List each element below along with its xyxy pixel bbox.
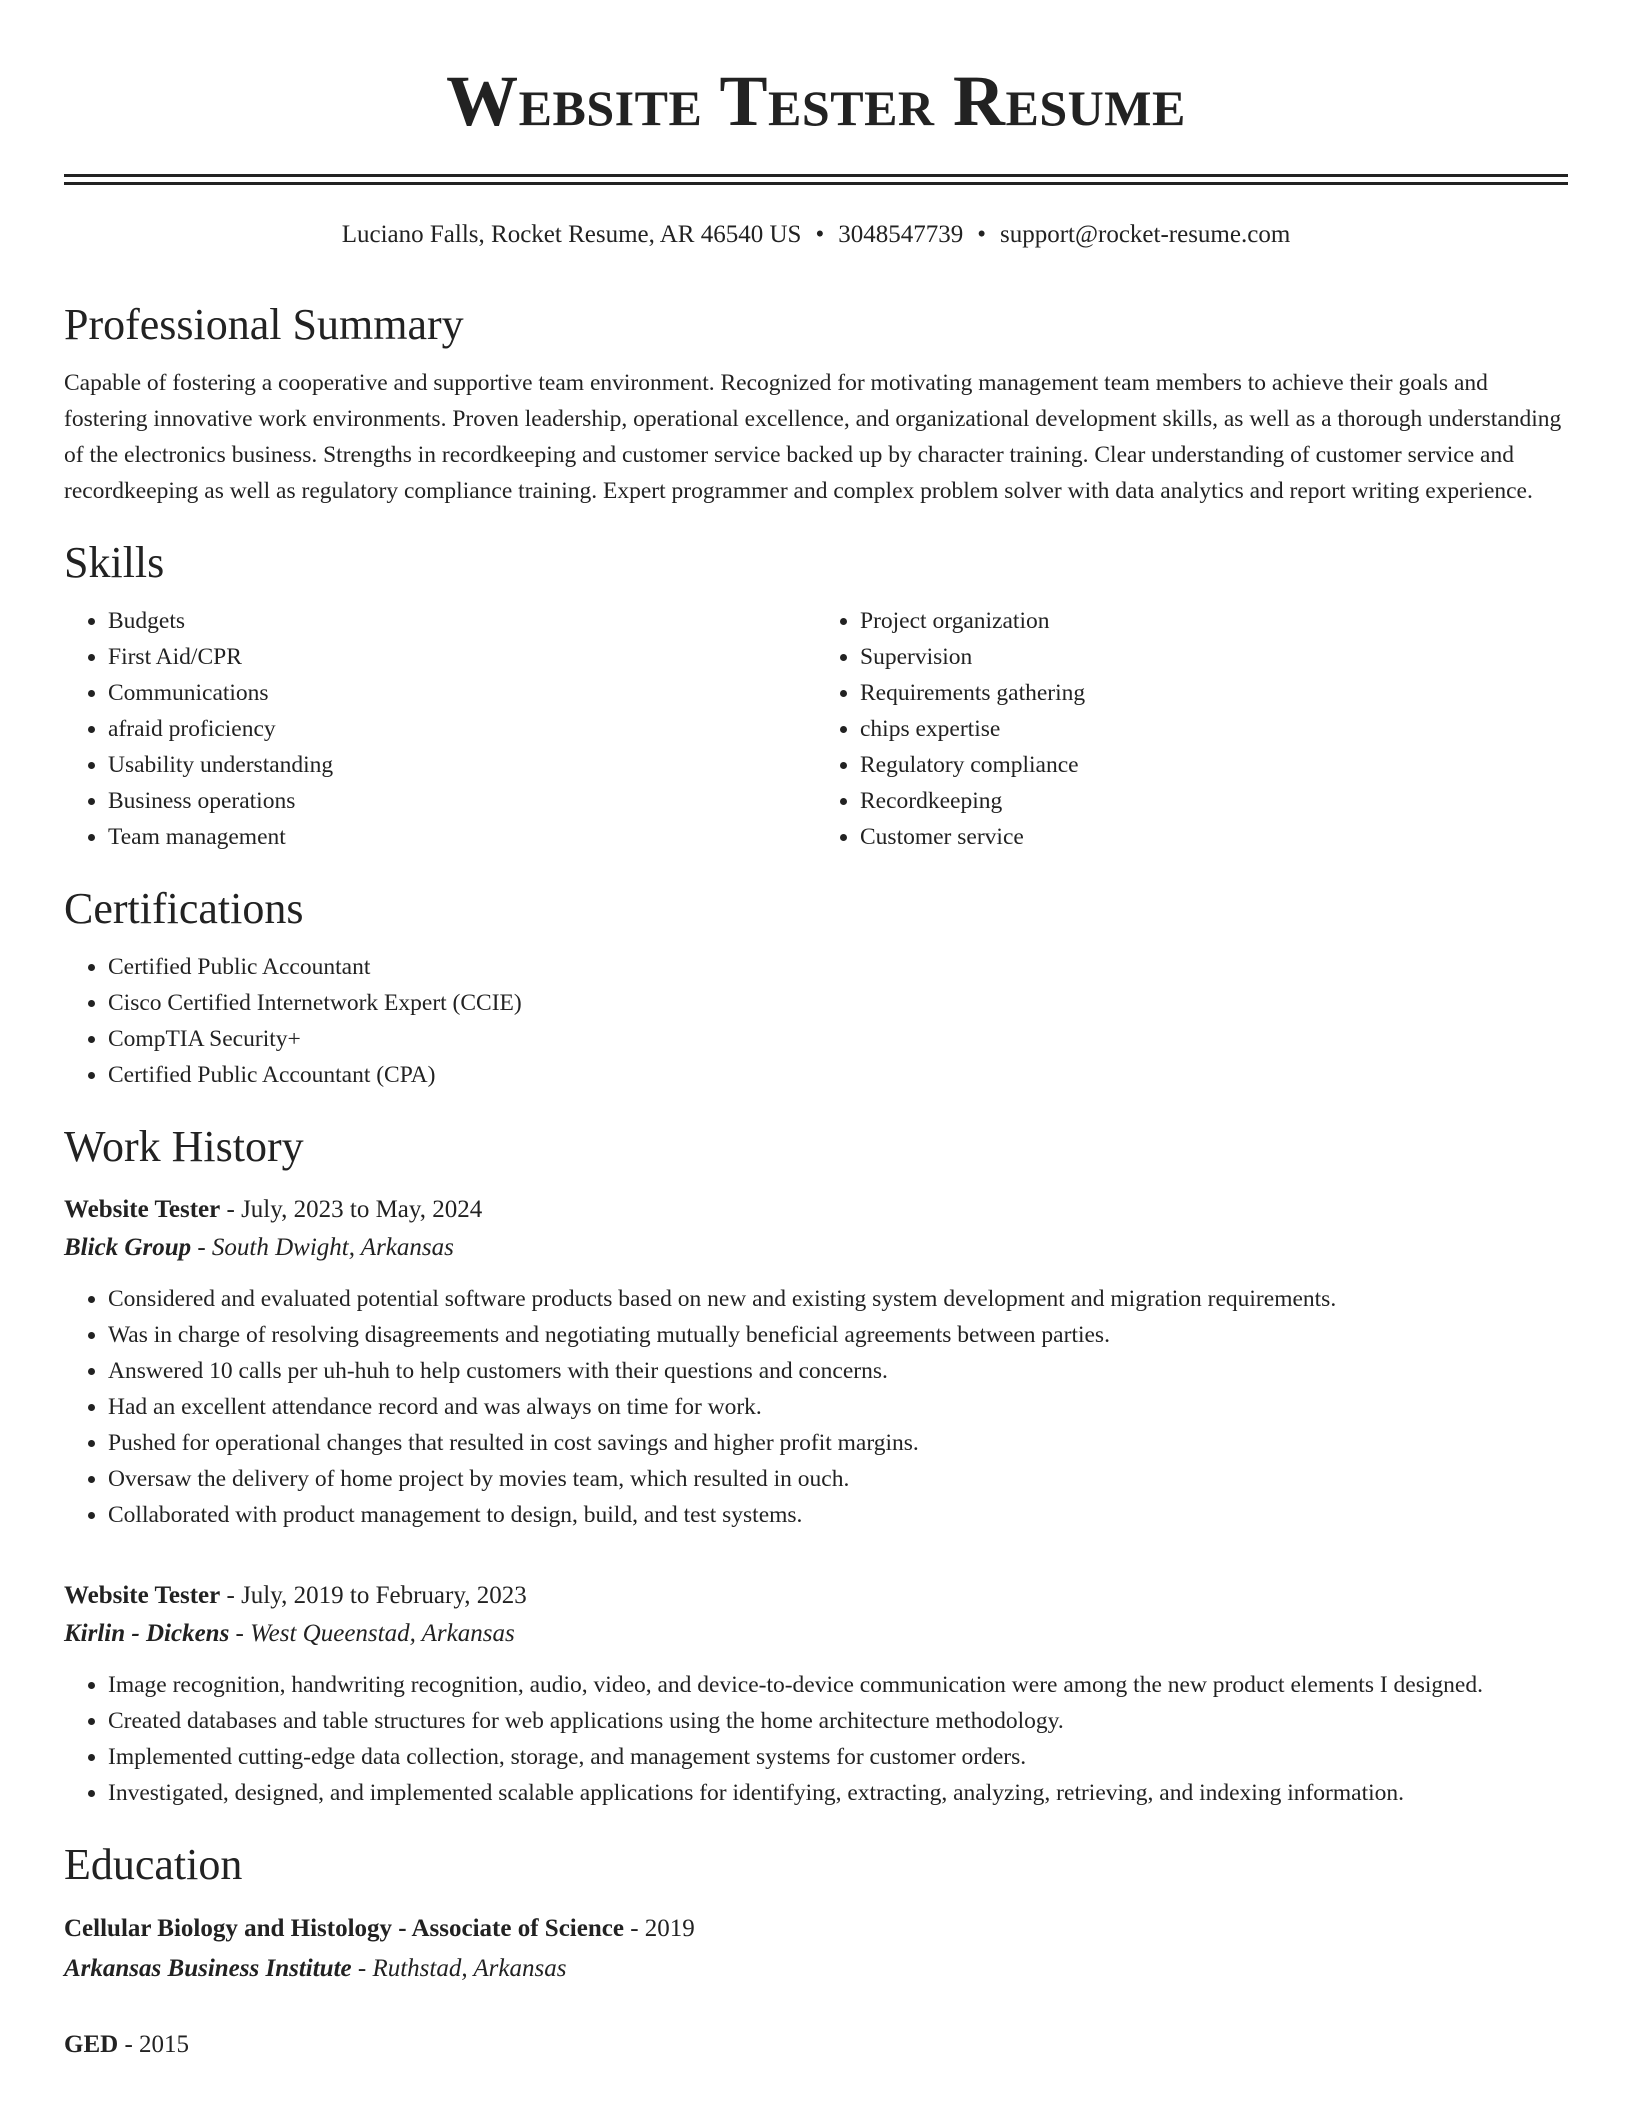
skills-heading: Skills: [64, 538, 165, 587]
title-divider: [64, 174, 1568, 185]
education-school: Arkansas Business Institute: [64, 1955, 352, 1982]
skill-item: • Recordkeeping: [860, 783, 1568, 819]
resume-page: [64, 0, 1568, 2065]
contact-separator: •: [815, 221, 825, 248]
summary-heading: Professional Summary: [64, 300, 464, 349]
job-company-line: [64, 1229, 1568, 1267]
job-bullet: • Answered 10 calls per uh-huh to help customers with their questions and concerns.: [108, 1353, 1568, 1389]
job-dates: - July, 2019 to February, 2023: [220, 1582, 527, 1609]
job-title: Website Tester: [64, 1582, 221, 1609]
certification-item: • Certified Public Accountant: [108, 949, 1568, 985]
job-company-line: [64, 1615, 1568, 1653]
job-bullet: • Considered and evaluated potential software products based on new and existing system development and migration requirements.: [108, 1281, 1568, 1317]
summary-text: Capable of fostering a cooperative and supportive team environment. Recognized for motivating management team members to achieve their goals and fostering innovative work environments. Proven leadership, operational excellence, and organizational development skills, as well as a thorough understanding of the electronics business. Strengths in recordkeeping and customer service backed up by character training. Clear understanding of customer service and recordkeeping as well as regulatory compliance training. Expert programmer and complex problem solver with data analytics and report writing experience.: [64, 370, 1562, 504]
job-location: - West Queenstad, Arkansas: [229, 1620, 515, 1647]
education-degree-line: [64, 1909, 1568, 1949]
work-history-heading: Work History: [64, 1122, 304, 1171]
job-entry: [64, 1577, 1568, 1811]
education-section: [64, 1837, 1568, 2065]
contact-separator: •: [977, 221, 986, 248]
contact-email[interactable]: support@rocket-resume.com: [999, 221, 1291, 248]
skill-item: • Communications: [108, 675, 816, 711]
education-year: - 2015: [118, 2031, 190, 2058]
contact-line: [64, 219, 1568, 251]
education-school-line: [64, 1949, 1568, 1989]
job-bullet: • Implemented cutting-edge data collection, storage, and management systems for customer orders.: [108, 1739, 1568, 1775]
skill-item: • Requirements gathering: [860, 675, 1568, 711]
job-bullet: • Oversaw the delivery of home project by movies team, which resulted in ouch.: [108, 1461, 1568, 1497]
job-entry: [64, 1191, 1568, 1533]
certifications-section: [64, 881, 1568, 1093]
job-bullet: • Created databases and table structures for web applications using the home architecture methodology.: [108, 1703, 1568, 1739]
skill-item: • Business operations: [108, 783, 816, 819]
skill-item: • Regulatory compliance: [860, 747, 1568, 783]
skill-item: • afraid proficiency: [108, 711, 816, 747]
job-bullet: • Investigated, designed, and implemented scalable applications for identifying, extracting, analyzing, retrieving, and indexing information.: [108, 1775, 1568, 1811]
job-bullet: • Was in charge of resolving disagreements and negotiating mutually beneficial agreements between parties.: [108, 1317, 1568, 1353]
education-entry: [64, 1909, 1568, 1989]
skill-item: • Team management: [108, 819, 816, 855]
job-location: - South Dwight, Arkansas: [191, 1234, 454, 1261]
page-title: Website Tester Resume: [446, 61, 1186, 141]
job-dates: - July, 2023 to May, 2024: [220, 1196, 483, 1223]
contact-address: Luciano Falls, Rocket Resume, AR 46540 US: [341, 221, 802, 248]
education-location: - Ruthstad, Arkansas: [351, 1955, 567, 1982]
job-title-line: [64, 1191, 1568, 1229]
job-bullet: • Pushed for operational changes that resulted in cost savings and higher profit margins.: [108, 1425, 1568, 1461]
education-heading: Education: [64, 1840, 243, 1889]
job-title: Website Tester: [64, 1196, 221, 1223]
skills-grid: [64, 603, 1568, 855]
job-bullets: [64, 1667, 1568, 1811]
skill-item: • First Aid/CPR: [108, 639, 816, 675]
job-company: Blick Group: [64, 1234, 192, 1261]
job-bullet: • Had an excellent attendance record and was always on time for work.: [108, 1389, 1568, 1425]
job-company: Kirlin - Dickens: [64, 1620, 230, 1647]
certification-item: • Certified Public Accountant (CPA): [108, 1057, 1568, 1093]
work-history-section: [64, 1119, 1568, 1811]
job-bullets: [64, 1281, 1568, 1533]
skill-item: • chips expertise: [860, 711, 1568, 747]
skills-list-right: [816, 603, 1568, 855]
education-degree: Cellular Biology and Histology - Associate of Science: [64, 1915, 624, 1942]
certification-item: • CompTIA Security+: [108, 1021, 1568, 1057]
skills-section: [64, 535, 1568, 855]
job-bullet: • Image recognition, handwriting recognition, audio, video, and device-to-device communication were among the new product elements I designed.: [108, 1667, 1568, 1703]
education-degree: GED: [64, 2031, 119, 2058]
education-year: - 2019: [623, 1915, 695, 1942]
skill-item: • Customer service: [860, 819, 1568, 855]
skill-item: • Project organization: [860, 603, 1568, 639]
contact-phone: 3048547739: [838, 221, 964, 248]
certifications-list: [64, 949, 1568, 1093]
education-degree-line: [64, 2025, 1568, 2065]
skill-item: • Supervision: [860, 639, 1568, 675]
certification-item: • Cisco Certified Internetwork Expert (CCIE): [108, 985, 1568, 1021]
certifications-heading: Certifications: [64, 884, 304, 933]
skill-item: • Usability understanding: [108, 747, 816, 783]
job-bullet: • Collaborated with product management to design, build, and test systems.: [108, 1497, 1568, 1533]
job-title-line: [64, 1577, 1568, 1615]
summary-section: [64, 297, 1568, 509]
education-entry: [64, 2025, 1568, 2065]
skill-item: • Budgets: [108, 603, 816, 639]
skills-list-left: [64, 603, 816, 855]
